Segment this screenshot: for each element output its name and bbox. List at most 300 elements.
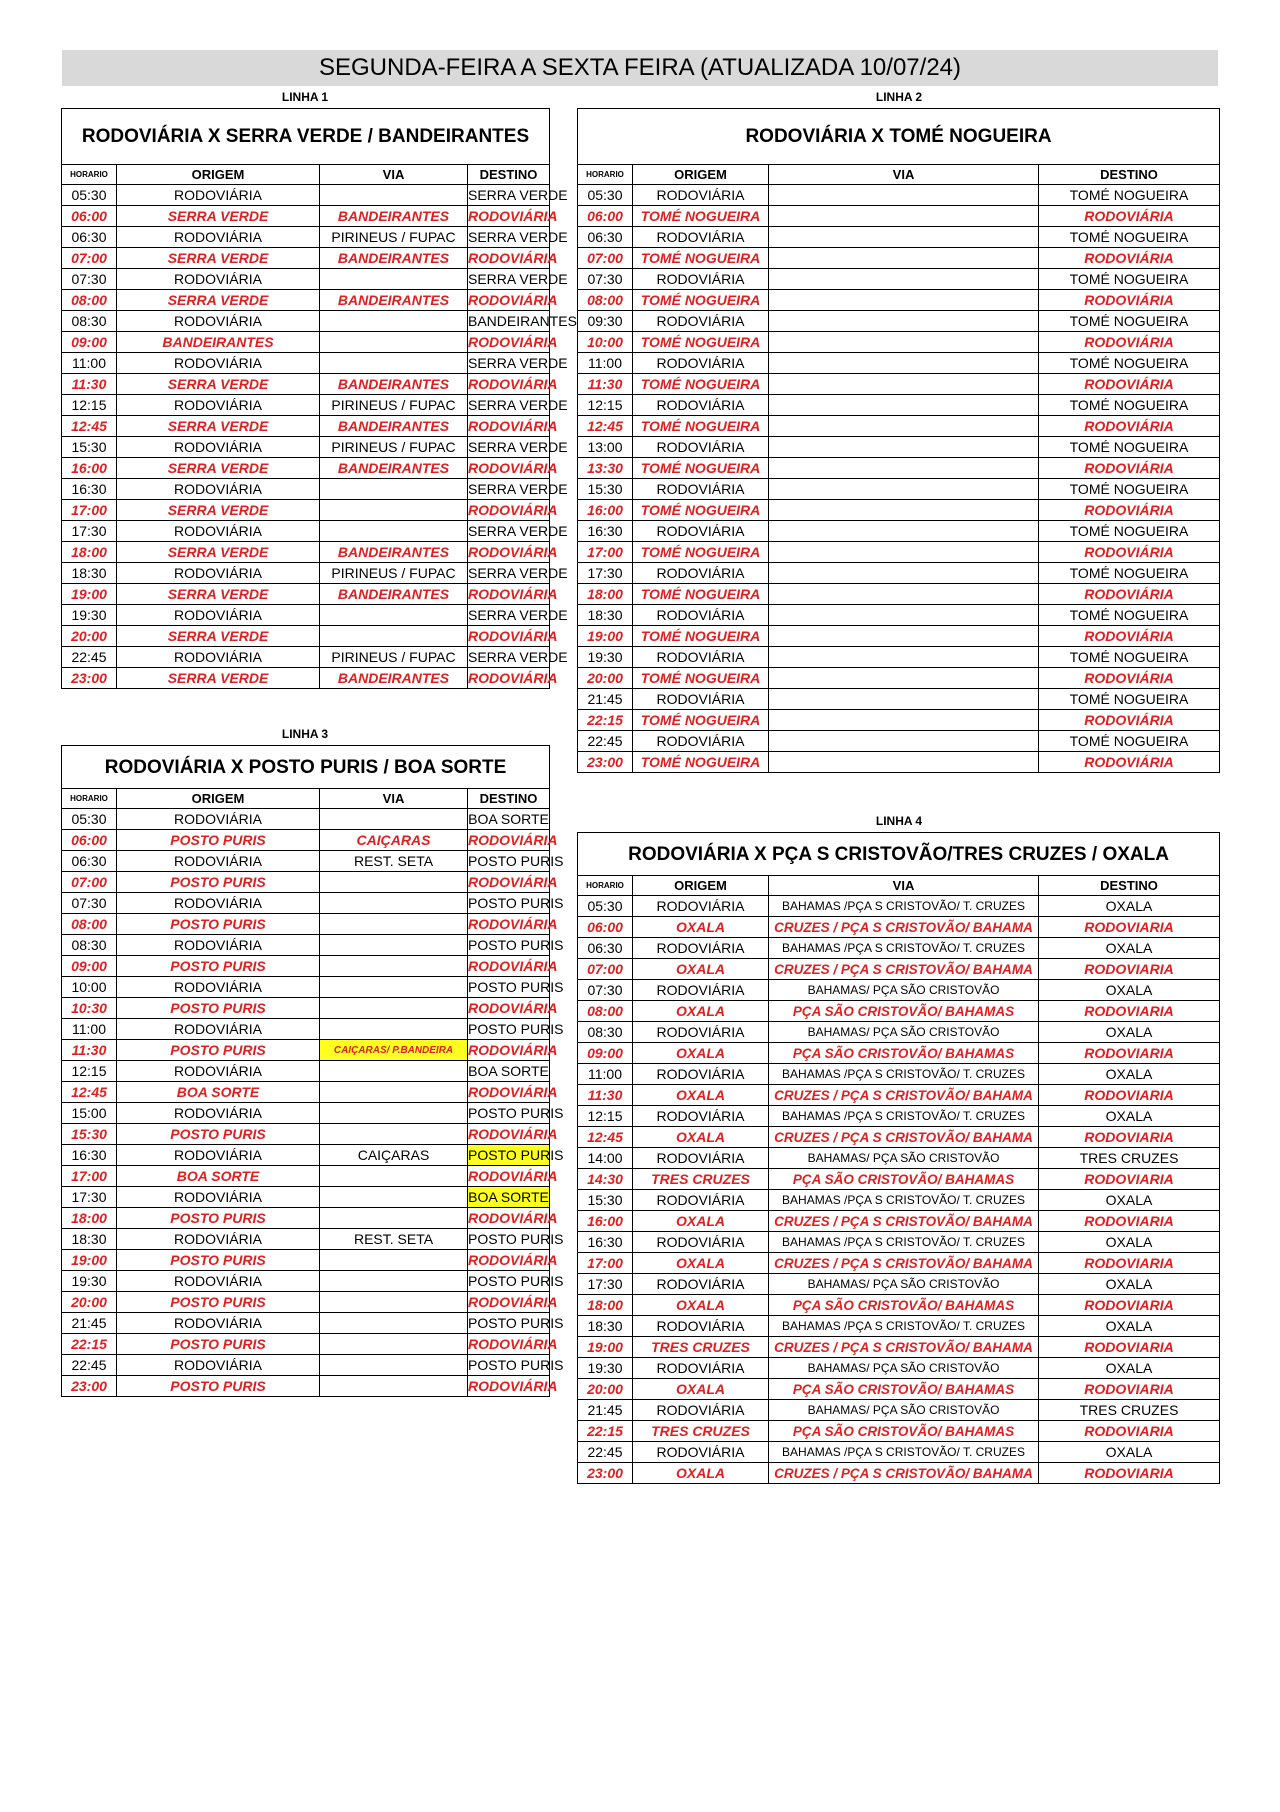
destination-cell: RODOVIARIA	[1039, 1085, 1220, 1106]
destination-cell: OXALA	[1039, 1190, 1220, 1211]
via-cell	[320, 1208, 468, 1229]
schedule-row	[578, 1379, 1220, 1400]
destination-cell: RODOVIARIA	[1039, 1421, 1220, 1442]
time-cell: 20:00	[62, 1292, 117, 1313]
via-cell: CAIÇARAS	[320, 1145, 468, 1166]
destination-cell: POSTO PURIS	[468, 1313, 550, 1334]
via-cell	[769, 584, 1039, 605]
via-cell	[769, 500, 1039, 521]
via-cell	[769, 710, 1039, 731]
origin-cell: RODOVIÁRIA	[117, 395, 320, 416]
time-cell: 17:00	[62, 1166, 117, 1187]
time-cell: 11:30	[578, 374, 633, 395]
via-cell: REST. SETA	[320, 851, 468, 872]
origin-cell: RODOVIÁRIA	[633, 1148, 769, 1169]
time-cell: 18:30	[62, 563, 117, 584]
via-cell	[769, 248, 1039, 269]
origin-cell: RODOVIÁRIA	[633, 1358, 769, 1379]
destination-cell: RODOVIÁRIA	[468, 1208, 550, 1229]
origin-cell: SERRA VERDE	[117, 542, 320, 563]
time-cell: 19:00	[62, 1250, 117, 1271]
via-cell: BANDEIRANTES	[320, 206, 468, 227]
time-cell: 10:00	[578, 332, 633, 353]
via-cell	[320, 956, 468, 977]
schedule-row	[578, 1442, 1220, 1463]
via-cell	[320, 1103, 468, 1124]
time-cell: 13:30	[578, 458, 633, 479]
schedule-row	[578, 1022, 1220, 1043]
destination-cell: POSTO PURIS	[468, 935, 550, 956]
origin-cell: RODOVIÁRIA	[633, 1400, 769, 1421]
via-cell: BAHAMAS /PÇA S CRISTOVÃO/ T. CRUZES	[769, 1190, 1039, 1211]
time-cell: 18:30	[578, 1316, 633, 1337]
via-cell: BANDEIRANTES	[320, 416, 468, 437]
via-cell	[320, 311, 468, 332]
origin-cell: RODOVIÁRIA	[117, 1103, 320, 1124]
via-cell	[320, 500, 468, 521]
origin-cell: TOMÉ NOGUEIRA	[633, 668, 769, 689]
destination-cell: RODOVIÁRIA	[1039, 500, 1220, 521]
destination-cell: RODOVIÁRIA	[468, 668, 550, 689]
schedule-row	[578, 710, 1220, 731]
origin-cell: RODOVIÁRIA	[633, 1232, 769, 1253]
origin-cell: RODOVIÁRIA	[117, 1061, 320, 1082]
destination-cell: POSTO PURIS	[468, 977, 550, 998]
origin-cell: RODOVIÁRIA	[633, 938, 769, 959]
schedule-row	[578, 1106, 1220, 1127]
destination-cell: POSTO PURIS	[468, 1145, 550, 1166]
destination-cell: RODOVIARIA	[1039, 1211, 1220, 1232]
via-cell: REST. SETA	[320, 1229, 468, 1250]
destination-cell: POSTO PURIS	[468, 1271, 550, 1292]
linha-2-label: LINHA 2	[875, 90, 923, 104]
origin-cell: OXALA	[633, 1253, 769, 1274]
destination-cell: RODOVIARIA	[1039, 1337, 1220, 1358]
via-cell	[769, 206, 1039, 227]
time-cell: 12:45	[578, 416, 633, 437]
via-cell	[320, 914, 468, 935]
schedule-row	[62, 416, 550, 437]
time-cell: 06:00	[578, 917, 633, 938]
destination-cell: OXALA	[1039, 1358, 1220, 1379]
destination-cell: SERRA VERDE	[468, 563, 550, 584]
via-cell: BANDEIRANTES	[320, 668, 468, 689]
time-cell: 11:00	[62, 353, 117, 374]
origin-cell: OXALA	[633, 1127, 769, 1148]
schedule-row	[62, 353, 550, 374]
schedule-row	[578, 938, 1220, 959]
destination-cell: RODOVIÁRIA	[468, 998, 550, 1019]
origin-cell: POSTO PURIS	[117, 830, 320, 851]
destination-cell: SERRA VERDE	[468, 185, 550, 206]
time-cell: 19:00	[62, 584, 117, 605]
destination-cell: RODOVIÁRIA	[468, 956, 550, 977]
schedule-row	[578, 437, 1220, 458]
via-cell: CAIÇARAS	[320, 830, 468, 851]
time-cell: 05:30	[62, 809, 117, 830]
via-cell	[320, 269, 468, 290]
time-cell: 08:00	[62, 914, 117, 935]
schedule-row	[578, 521, 1220, 542]
origin-cell: TOMÉ NOGUEIRA	[633, 206, 769, 227]
time-cell: 12:15	[578, 395, 633, 416]
schedule-row	[578, 584, 1220, 605]
via-cell: PIRINEUS / FUPAC	[320, 227, 468, 248]
destination-cell: OXALA	[1039, 980, 1220, 1001]
schedule-row	[62, 1187, 550, 1208]
schedule-row	[62, 290, 550, 311]
via-cell: BAHAMAS /PÇA S CRISTOVÃO/ T. CRUZES	[769, 1442, 1039, 1463]
time-cell: 12:15	[62, 395, 117, 416]
schedule-table-linha-1	[61, 108, 577, 689]
destination-cell: RODOVIÁRIA	[1039, 668, 1220, 689]
destination-cell: SERRA VERDE	[468, 353, 550, 374]
time-cell: 07:30	[578, 980, 633, 1001]
destination-cell: RODOVIÁRIA	[468, 830, 550, 851]
time-cell: 08:30	[62, 311, 117, 332]
schedule-row	[62, 437, 550, 458]
via-cell: BAHAMAS/ PÇA SÃO CRISTOVÃO	[769, 1022, 1039, 1043]
via-cell	[320, 872, 468, 893]
time-cell: 06:30	[578, 227, 633, 248]
via-cell	[320, 1271, 468, 1292]
time-cell: 15:30	[62, 437, 117, 458]
origin-cell: TOMÉ NOGUEIRA	[633, 626, 769, 647]
destination-cell: RODOVIARIA	[1039, 1001, 1220, 1022]
destination-cell: POSTO PURIS	[468, 851, 550, 872]
via-cell	[320, 521, 468, 542]
schedule-row	[62, 269, 550, 290]
origin-cell: RODOVIÁRIA	[117, 1019, 320, 1040]
destination-cell: POSTO PURIS	[468, 1229, 550, 1250]
origin-cell: RODOVIÁRIA	[117, 935, 320, 956]
destination-cell: RODOVIÁRIA	[468, 1040, 550, 1061]
schedule-row	[62, 1040, 550, 1061]
schedule-row	[62, 563, 550, 584]
via-cell	[769, 689, 1039, 710]
destination-cell: RODOVIARIA	[1039, 1379, 1220, 1400]
time-cell: 17:00	[578, 542, 633, 563]
destination-cell: RODOVIÁRIA	[468, 584, 550, 605]
schedule-row	[578, 374, 1220, 395]
destination-cell: TOMÉ NOGUEIRA	[1039, 353, 1220, 374]
time-cell: 15:00	[62, 1103, 117, 1124]
schedule-row	[578, 917, 1220, 938]
schedule-row	[62, 248, 550, 269]
origin-cell: OXALA	[633, 1001, 769, 1022]
time-cell: 07:00	[578, 959, 633, 980]
origin-cell: BANDEIRANTES	[117, 332, 320, 353]
destination-cell: RODOVIÁRIA	[468, 374, 550, 395]
schedule-table-linha-3	[61, 745, 564, 1397]
destination-cell: RODOVIÁRIA	[1039, 626, 1220, 647]
linha-4-label: LINHA 4	[875, 814, 923, 828]
time-cell: 12:15	[578, 1106, 633, 1127]
destination-cell: TOMÉ NOGUEIRA	[1039, 479, 1220, 500]
schedule-row	[62, 374, 550, 395]
destination-cell: TRES CRUZES	[1039, 1400, 1220, 1421]
via-cell: PIRINEUS / FUPAC	[320, 563, 468, 584]
time-cell: 08:00	[578, 290, 633, 311]
time-cell: 07:00	[578, 248, 633, 269]
destination-cell: RODOVIÁRIA	[468, 500, 550, 521]
origin-cell: RODOVIÁRIA	[633, 1190, 769, 1211]
header-origem: ORIGEM	[117, 789, 320, 809]
schedule-row	[62, 647, 550, 668]
destination-cell: TRES CRUZES	[1039, 1148, 1220, 1169]
schedule-row	[62, 830, 550, 851]
via-cell: CRUZES / PÇA S CRISTOVÃO/ BAHAMA	[769, 1253, 1039, 1274]
header-horario: HORARIO	[578, 876, 633, 896]
time-cell: 19:30	[62, 1271, 117, 1292]
via-cell	[320, 1124, 468, 1145]
destination-cell: TOMÉ NOGUEIRA	[1039, 731, 1220, 752]
origin-cell: POSTO PURIS	[117, 872, 320, 893]
time-cell: 08:00	[62, 290, 117, 311]
time-cell: 18:30	[578, 605, 633, 626]
destination-cell: RODOVIARIA	[1039, 1295, 1220, 1316]
schedule-row	[62, 584, 550, 605]
destination-cell: BANDEIRANTES	[468, 311, 550, 332]
time-cell: 22:45	[62, 647, 117, 668]
via-cell	[320, 1166, 468, 1187]
time-cell: 06:00	[578, 206, 633, 227]
via-cell: BAHAMAS/ PÇA SÃO CRISTOVÃO	[769, 980, 1039, 1001]
origin-cell: RODOVIÁRIA	[633, 353, 769, 374]
schedule-row	[578, 1316, 1220, 1337]
schedule-row	[578, 1148, 1220, 1169]
destination-cell: RODOVIÁRIA	[1039, 332, 1220, 353]
origin-cell: RODOVIÁRIA	[117, 227, 320, 248]
time-cell: 14:00	[578, 1148, 633, 1169]
schedule-row	[578, 1295, 1220, 1316]
time-cell: 08:30	[62, 935, 117, 956]
linha-3-label: LINHA 3	[281, 727, 329, 741]
destination-cell: RODOVIÁRIA	[468, 1166, 550, 1187]
time-cell: 11:00	[578, 1064, 633, 1085]
schedule-row	[62, 998, 550, 1019]
header-origem: ORIGEM	[117, 165, 320, 185]
via-cell	[320, 893, 468, 914]
time-cell: 10:30	[62, 998, 117, 1019]
schedule-row	[578, 1463, 1220, 1484]
origin-cell: RODOVIÁRIA	[117, 1355, 320, 1376]
time-cell: 08:00	[578, 1001, 633, 1022]
destination-cell: RODOVIÁRIA	[468, 626, 550, 647]
origin-cell: RODOVIÁRIA	[633, 437, 769, 458]
destination-cell: RODOVIARIA	[1039, 1043, 1220, 1064]
via-cell: CRUZES / PÇA S CRISTOVÃO/ BAHAMA	[769, 1463, 1039, 1484]
origin-cell: OXALA	[633, 1463, 769, 1484]
via-cell: CRUZES / PÇA S CRISTOVÃO/ BAHAMA	[769, 1085, 1039, 1106]
time-cell: 22:45	[62, 1355, 117, 1376]
via-cell	[769, 395, 1039, 416]
time-cell: 12:45	[578, 1127, 633, 1148]
header-via: VIA	[320, 165, 468, 185]
origin-cell: SERRA VERDE	[117, 626, 320, 647]
schedule-row	[62, 395, 550, 416]
via-cell	[320, 998, 468, 1019]
route-title: RODOVIÁRIA X SERRA VERDE / BANDEIRANTES	[62, 109, 550, 165]
time-cell: 19:00	[578, 626, 633, 647]
schedule-row	[578, 332, 1220, 353]
origin-cell: SERRA VERDE	[117, 416, 320, 437]
origin-cell: RODOVIÁRIA	[117, 563, 320, 584]
time-cell: 13:00	[578, 437, 633, 458]
schedule-row	[578, 1001, 1220, 1022]
via-cell: BAHAMAS/ PÇA SÃO CRISTOVÃO	[769, 1148, 1039, 1169]
via-cell: CRUZES / PÇA S CRISTOVÃO/ BAHAMA	[769, 1211, 1039, 1232]
destination-cell: TOMÉ NOGUEIRA	[1039, 437, 1220, 458]
via-cell	[320, 935, 468, 956]
via-cell: PÇA SÃO CRISTOVÃO/ BAHAMAS	[769, 1421, 1039, 1442]
time-cell: 16:30	[62, 1145, 117, 1166]
via-cell	[769, 374, 1039, 395]
origin-cell: TOMÉ NOGUEIRA	[633, 752, 769, 773]
schedule-row	[62, 626, 550, 647]
schedule-row	[62, 1124, 550, 1145]
schedule-row	[578, 500, 1220, 521]
schedule-row	[62, 542, 550, 563]
via-cell	[320, 809, 468, 830]
destination-cell: RODOVIÁRIA	[468, 248, 550, 269]
origin-cell: SERRA VERDE	[117, 374, 320, 395]
origin-cell: OXALA	[633, 917, 769, 938]
destination-cell: RODOVIÁRIA	[1039, 752, 1220, 773]
origin-cell: RODOVIÁRIA	[117, 1229, 320, 1250]
schedule-row	[578, 542, 1220, 563]
schedule-row	[578, 689, 1220, 710]
destination-cell: RODOVIÁRIA	[468, 458, 550, 479]
origin-cell: SERRA VERDE	[117, 500, 320, 521]
origin-cell: RODOVIÁRIA	[633, 980, 769, 1001]
schedule-row	[62, 851, 550, 872]
via-cell: BAHAMAS /PÇA S CRISTOVÃO/ T. CRUZES	[769, 1064, 1039, 1085]
destination-cell: RODOVIÁRIA	[1039, 584, 1220, 605]
time-cell: 07:00	[62, 248, 117, 269]
time-cell: 07:30	[578, 269, 633, 290]
via-cell: BAHAMAS /PÇA S CRISTOVÃO/ T. CRUZES	[769, 1232, 1039, 1253]
destination-cell: TOMÉ NOGUEIRA	[1039, 185, 1220, 206]
via-cell	[769, 563, 1039, 584]
origin-cell: POSTO PURIS	[117, 1124, 320, 1145]
time-cell: 07:30	[62, 269, 117, 290]
time-cell: 23:00	[578, 1463, 633, 1484]
origin-cell: TRES CRUZES	[633, 1421, 769, 1442]
time-cell: 12:45	[62, 1082, 117, 1103]
via-cell: BANDEIRANTES	[320, 542, 468, 563]
origin-cell: RODOVIÁRIA	[633, 185, 769, 206]
schedule-row	[578, 668, 1220, 689]
time-cell: 16:00	[578, 500, 633, 521]
origin-cell: RODOVIÁRIA	[117, 809, 320, 830]
time-cell: 11:00	[578, 353, 633, 374]
via-cell: PIRINEUS / FUPAC	[320, 647, 468, 668]
via-cell	[320, 332, 468, 353]
time-cell: 07:00	[62, 872, 117, 893]
schedule-row	[62, 458, 550, 479]
schedule-row	[578, 395, 1220, 416]
schedule-row	[578, 416, 1220, 437]
schedule-row	[62, 1145, 550, 1166]
time-cell: 22:15	[62, 1334, 117, 1355]
time-cell: 23:00	[62, 1376, 117, 1397]
destination-cell: TOMÉ NOGUEIRA	[1039, 689, 1220, 710]
destination-cell: SERRA VERDE	[468, 521, 550, 542]
destination-cell: RODOVIÁRIA	[468, 1292, 550, 1313]
schedule-row	[62, 956, 550, 977]
via-cell: CRUZES / PÇA S CRISTOVÃO/ BAHAMA	[769, 959, 1039, 980]
schedule-row	[62, 521, 550, 542]
via-cell: BAHAMAS /PÇA S CRISTOVÃO/ T. CRUZES	[769, 1316, 1039, 1337]
schedule-row	[62, 1376, 550, 1397]
schedule-row	[62, 893, 550, 914]
time-cell: 06:00	[62, 206, 117, 227]
via-cell	[320, 185, 468, 206]
destination-cell: RODOVIÁRIA	[1039, 206, 1220, 227]
destination-cell: POSTO PURIS	[468, 1019, 550, 1040]
origin-cell: SERRA VERDE	[117, 206, 320, 227]
origin-cell: TOMÉ NOGUEIRA	[633, 500, 769, 521]
origin-cell: POSTO PURIS	[117, 956, 320, 977]
header-via: VIA	[769, 165, 1039, 185]
via-cell: PIRINEUS / FUPAC	[320, 395, 468, 416]
destination-cell: RODOVIÁRIA	[468, 1376, 550, 1397]
schedule-row	[578, 563, 1220, 584]
via-cell	[769, 353, 1039, 374]
header-destino: DESTINO	[468, 789, 550, 809]
origin-cell: SERRA VERDE	[117, 290, 320, 311]
via-cell	[320, 1250, 468, 1271]
destination-cell: RODOVIÁRIA	[1039, 542, 1220, 563]
time-cell: 21:45	[578, 1400, 633, 1421]
schedule-row	[578, 626, 1220, 647]
origin-cell: SERRA VERDE	[117, 458, 320, 479]
schedule-row	[578, 269, 1220, 290]
origin-cell: RODOVIÁRIA	[633, 1064, 769, 1085]
time-cell: 18:00	[578, 1295, 633, 1316]
via-cell: BAHAMAS /PÇA S CRISTOVÃO/ T. CRUZES	[769, 1106, 1039, 1127]
time-cell: 12:45	[62, 416, 117, 437]
origin-cell: OXALA	[633, 1043, 769, 1064]
destination-cell: RODOVIARIA	[1039, 1127, 1220, 1148]
destination-cell: RODOVIÁRIA	[468, 914, 550, 935]
time-cell: 11:00	[62, 1019, 117, 1040]
time-cell: 20:00	[62, 626, 117, 647]
schedule-row	[62, 1019, 550, 1040]
time-cell: 16:00	[62, 458, 117, 479]
origin-cell: RODOVIÁRIA	[633, 1106, 769, 1127]
origin-cell: RODOVIÁRIA	[117, 977, 320, 998]
destination-cell: RODOVIARIA	[1039, 1253, 1220, 1274]
origin-cell: RODOVIÁRIA	[117, 521, 320, 542]
origin-cell: TOMÉ NOGUEIRA	[633, 248, 769, 269]
origin-cell: TRES CRUZES	[633, 1337, 769, 1358]
schedule-row	[578, 479, 1220, 500]
time-cell: 17:00	[62, 500, 117, 521]
origin-cell: RODOVIÁRIA	[633, 731, 769, 752]
schedule-row	[578, 1169, 1220, 1190]
time-cell: 11:30	[578, 1085, 633, 1106]
time-cell: 22:15	[578, 710, 633, 731]
origin-cell: SERRA VERDE	[117, 668, 320, 689]
time-cell: 06:30	[62, 851, 117, 872]
destination-cell: OXALA	[1039, 1022, 1220, 1043]
via-cell	[769, 332, 1039, 353]
via-cell	[320, 1019, 468, 1040]
time-cell: 07:30	[62, 893, 117, 914]
via-cell	[769, 605, 1039, 626]
